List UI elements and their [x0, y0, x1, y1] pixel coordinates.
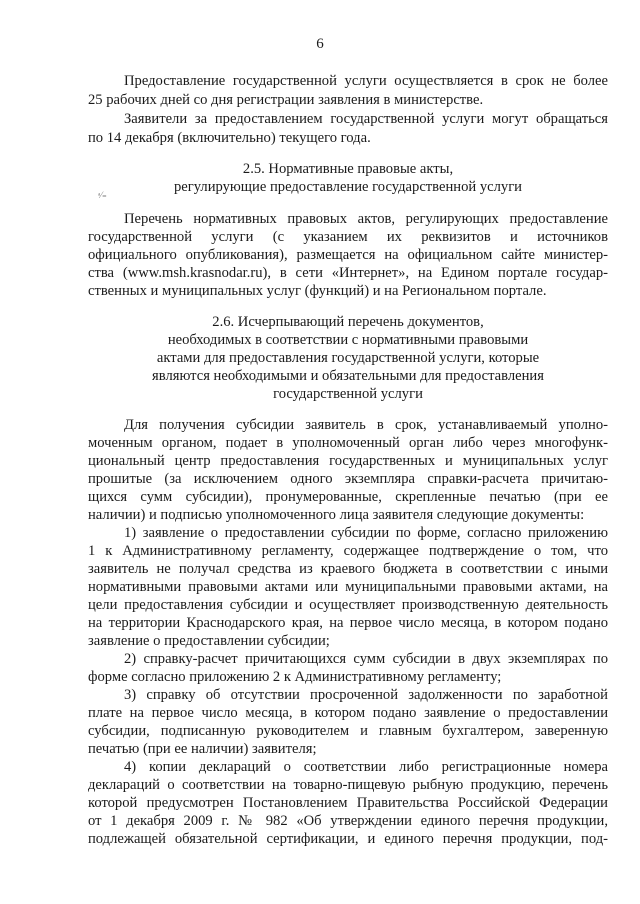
heading-line: 2.5. Нормативные правовые акты, — [242, 161, 454, 177]
text-line: заявитель не получал средства из краевого бюджета в соответствии с иными — [88, 561, 608, 577]
text-line: форме согласно приложению 2 к Административному регламенту; — [88, 669, 502, 685]
text-line: от 1 декабря 2009 г. № 982 «Об утверждении единого перечня продукции, — [88, 813, 608, 829]
text-line: на территории Краснодарского края, на первое число месяца, в котором подано — [88, 615, 608, 631]
text-line: ственных и муниципальных услуг (функций) и на Региональном портале. — [88, 283, 547, 299]
text-line: 3) справку об отсутствии просроченной задолженности по заработной — [124, 687, 608, 703]
text-line: ства (www.msh.krasnodar.ru), в сети «Интернет», на Едином портале государ- — [88, 265, 608, 281]
text-line: официального опубликования), размещается на официальном сайте министер- — [88, 247, 608, 263]
text-line: Перечень нормативных правовых актов, регулирующих предоставление — [124, 211, 608, 227]
text-line: 25 рабочих дней со дня регистрации заявления в министерстве. — [88, 92, 484, 108]
text-line: по 14 декабря (включительно) текущего года. — [88, 130, 371, 146]
text-line: субсидии, подписанную руководителем и главным бухгалтером, заверенную — [88, 723, 608, 739]
text-line: циональный центр предоставления государственных и муниципальных услуг — [88, 453, 608, 469]
text-line: подлежащей обязательной сертификации, и единого перечня продукции, под- — [88, 831, 608, 847]
text-line: 2) справку-расчет причитающихся сумм субсидии в двух экземплярах по — [124, 651, 608, 667]
text-line: 1 к Административному регламенту, содержащее подтверждение о том, что — [88, 543, 608, 559]
text-line: заявление о предоставлении субсидии; — [88, 633, 330, 649]
page-number: 6 — [316, 36, 324, 52]
text-line: Для получения субсидии заявитель в срок, устанавливаемый уполно- — [124, 417, 608, 433]
text-line: прошитые (за исключением одного экземпляра справки-расчета причитаю- — [88, 471, 608, 487]
text-line: 1) заявление о предоставлении субсидии по форме, согласно приложению — [124, 525, 608, 541]
text-line: наличии) и подписью уполномоченного лица заявителя следующие документы: — [88, 507, 585, 523]
text-line: Предоставление государственной услуги осуществляется в срок не более — [124, 73, 608, 89]
heading-line: актами для предоставления государственной услуги, которые — [156, 350, 540, 366]
text-line: государственной услуги (с указанием их реквизитов и источников — [88, 229, 608, 245]
heading-line: 2.6. Исчерпывающий перечень документов, — [212, 314, 484, 330]
text-line: моченным органом, подает в уполномоченный орган либо через многофунк- — [88, 435, 608, 451]
text-line: Заявители за предоставлением государственной услуги могут обращаться — [124, 111, 608, 127]
text-line: 4) копии деклараций о соответствии либо регистрационные номера — [124, 759, 608, 775]
scan-mark: ᵃ⁄₌ — [98, 190, 107, 200]
heading-line: государственной услуги — [273, 386, 423, 402]
text-line: щихся сумм субсидии), пронумерованные, скрепленные печатью (при ее — [88, 489, 608, 505]
text-line: нормативными правовыми актами или муниципальными правовыми актами, на — [88, 579, 608, 595]
text-line: цели предоставления субсидии и осуществляет производственную деятельность — [88, 597, 608, 613]
text-line: деклараций о соответствии на товарно-пищевую рыбную продукцию, перечень — [88, 777, 608, 793]
heading-line: регулирующие предоставление государственной услуги — [174, 179, 522, 195]
text-line: которой предусмотрен Постановлением Правительства Российской Федерации — [88, 795, 608, 811]
heading-line: являются необходимыми и обязательными для предоставления — [152, 368, 544, 384]
text-line: печатью (при ее наличии) заявителя; — [88, 741, 317, 757]
text-line: плате на первое число месяца, в котором подано заявление о предоставлении — [88, 705, 608, 721]
heading-line: необходимых в соответствии с нормативными правовыми — [167, 332, 529, 348]
